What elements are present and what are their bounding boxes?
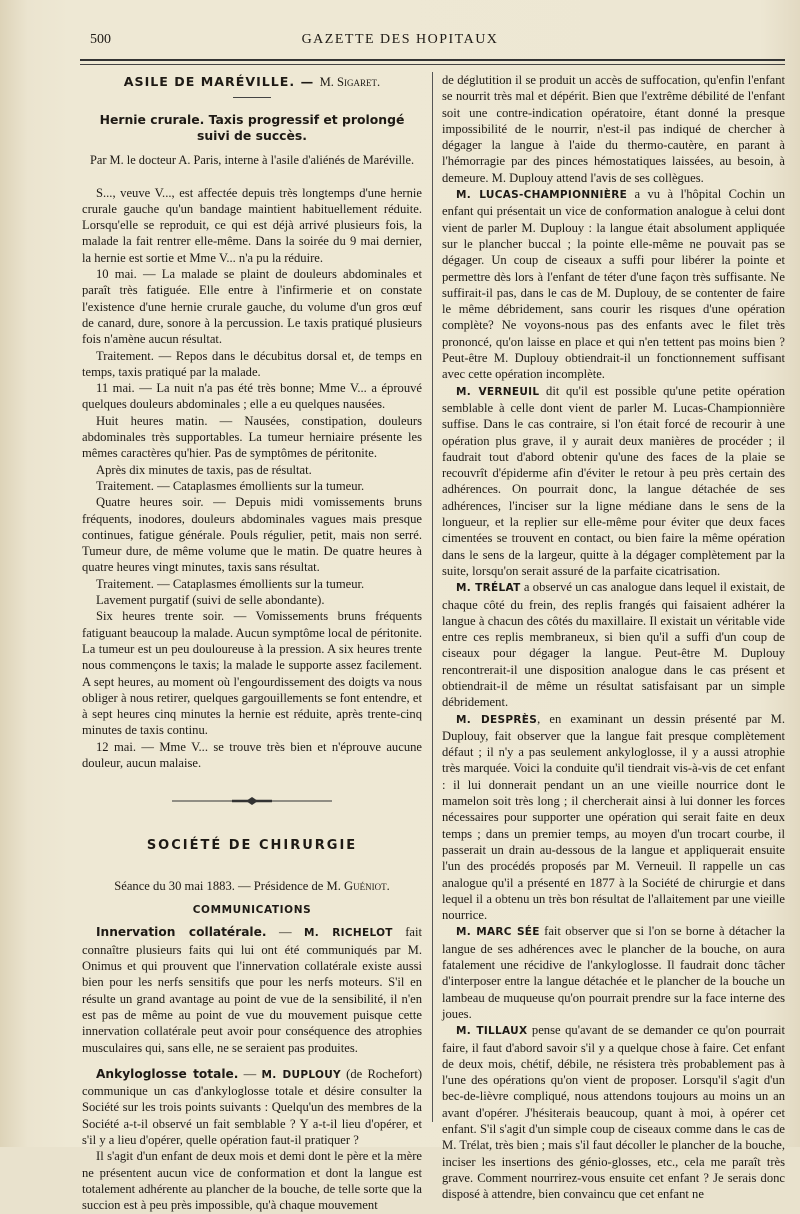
intervention-paragraph — [442, 923, 785, 1022]
section-title-text: ASILE DE MARÉVILLE. — [123, 74, 296, 89]
intervention-text: a observé un cas analogue dans lequel il existait, de chaque côté du frein, des replis frangés qui faisaient adhérer la langue à chacun des côtés du maxillaire. Il existait un véritable vide entre ces replis membraneux, si bien qu'il a suffi d'un coup de ciseaux pour dégager la langue. Peut-être M. Duplouy rencontrerait-il une disposition analogue dans le cas présent et obtiendrait-il de même un résultat satisfaisant par un simple débridement. — [442, 580, 785, 710]
case-paragraph: 11 mai. — La nuit n'a pas été très bonne; Mme V... a éprouvé quelques douleurs abdominales ; elle a eu quelques nausées. — [82, 381, 422, 412]
speaker-name: M. TILLAUX — [456, 1025, 528, 1038]
innervation-speaker: M. RICHELOT — [304, 927, 393, 940]
case-paragraph: Huit heures matin. — Nausées, constipation, douleurs abdominales très supportables. La tumeur herniaire présente les mêmes caractères qu'hier. Pas de symptômes de péritonite. — [82, 413, 422, 461]
article-title: Hernie crurale. Taxis progressif et prolongé suivi de succès. — [99, 112, 405, 144]
innervation-lead: Innervation collatérale. — [96, 925, 267, 940]
intervention-text: , en examinant un dessin présenté par M. Duplouy, fait observer que la langue fait presque complètement défaut ; il n'y a pas seulement ankyloglosse, il y a aussi atrophie très marquée. Voici la conduite qu'il tiendrait vis-à-vis de cet enfant : il lui donnerait pendant un an une vieille nourrice dont le mamelon soit très long ; il chercherait ainsi à lui donner les forces nécessaires pour supporter une opération qui serait faite en deux temps ; dans un premier temps, au moyen d'un trocart courbe, il passerait un drain au-dessous de la langue et appliquerait ensuite l'un des procédés proposés par M. Verneuil. Il rappelle un cas analogue qu'il a présenté en 1877 à la Société de chirurgie et dans lequel il a obtenu un très bon résultat de l'allaitement par une vieille nourrice. — [442, 711, 785, 923]
section-author: M. Sigaret. — [319, 75, 381, 89]
society-title: SOCIÉTÉ DE CHIRURGIE — [146, 837, 358, 853]
header-rule — [80, 59, 785, 61]
intervention-text: a vu à l'hôpital Cochin un enfant qui présentait un vice de conformation analogue à celui dont vient de parler M. Duplouy : la langue était absolument appliquée sur le plancher buccal ; la pointe elle-même ne pouvait pas se dégager. Un coup de ciseaux a suffi pour libérer la pointe et permettre dès lors à l'enfant de téter d'une façon très suffisante. Ne suffirait-il pas, dans le cas de M. Duplouy, de se contenter de faire le même débridement, sans courir les risques d'une opération complète? Ne voyons-nous pas des enfants avec le filet très prononcé, qu'on laisse en place et qui n'en tettent pas moins bien ? Peut-être M. Duplouy obtiendrait-il un fonctionnement suffisant avec cette opération incomplète. — [442, 187, 785, 382]
intervention-paragraph — [442, 579, 785, 710]
right-column — [442, 72, 785, 1202]
intervention-text: dit qu'il est possible qu'une petite opération semblable à celle dont vient de parler M. Lucas-Championnière suffise. Dans le cas contraire, si l'on était forcé de recourir à une opération plus grave, il y aurait deux manières de procéder ; il faudrait tout d'abord obtenir qu'une des faces de la plaie se recouvrît d'épiderme afin d'éviter le retour à peu près certain des adhérences. On pourrait donc, la langue détachée de ses adhérences, l'inciser sur la ligne médiane dans le sens de la longueur, et la replier sur elle-même pour éviter que deux faces cimentées se trouvent en contact, ou bien faire la même opération dans le sens de la largeur, quitte à la dégager complètement par la suite, lorsqu'on serait assuré de la parfaite cicatrisation. — [442, 383, 785, 578]
ankylo-paragraph-2: Il s'agit d'un enfant de deux mois et demi dont le père et la mère ne présentent aucun vice de conformation et dont la langue est totalement adhérente au plancher de la bouche, de telle sorte que la succion est à peu près impossible, qu'à chaque mouvement — [82, 1149, 422, 1213]
section-title — [82, 74, 422, 90]
intervention-text: pense qu'avant de se demander ce qu'on pourrait faire, il faut d'abord savoir s'il y a quelque chose à faire. Cet enfant de deux mois, chétif, débile, ne résistera très probablement pas à l'une des opérations qu'on vient de proposer. Lorsqu'il s'agit d'un bec-de-lièvre compliqué, nous attendons toujours au moins un an avant d'opérer. J'hésiterais beaucoup, quant à moi, à opérer cet enfant. S'il s'agit d'un simple coup de ciseaux comme dans le cas de M. Trélat, très bien ; mais s'il faut décoller le plancher de la bouche, inciser les insertions des génio-glosses, etc., cela me paraît très grave. Comment nourrirez-vous ensuite cet enfant ? Je serais donc disposé à attendre, bien convaincu que cet enfant ne — [442, 1023, 785, 1202]
case-paragraph: Six heures trente soir. — Vomissements bruns fréquents fatiguant beaucoup la malade. Aucun symptôme local de péritonite. La tumeur est un peu douloureuse à la pression. A six heures trente nous commençons le taxis; la malade le supporte assez facilement. A sept heures, au moment où l'engourdissement des doigts va nous obliger à nous retirer, quelques gargouillements se font entendre, et à sept heures cinq minutes la hernie est réduite, après trente-cinq minutes de taxis continu. — [82, 609, 422, 738]
communications-heading: COMMUNICATIONS — [192, 904, 312, 917]
case-paragraph: S..., veuve V..., est affectée depuis très longtemps d'une hernie crurale gauche qu'un bandage maintient habituellement réduite. Lorsqu'elle se reproduit, ce qui est déjà arrivé plusieurs fois, la malade la fait rentrer elle-même. Dans la soirée du 9 mai dernier, la hernie est sortie et Mme V... n'a pu la réduire. — [82, 185, 422, 265]
page-number: 500 — [90, 32, 111, 47]
running-title: GAZETTE DES HOPITAUX — [301, 32, 499, 47]
ankylo-dash: — — [238, 1066, 262, 1081]
case-paragraph: Quatre heures soir. — Depuis midi vomissements bruns fréquents, inodores, douleurs abdominales vagues mais presque continues, fatigue générale. Pouls régulier, petit, mais non serré. Tumeur dure, de même volume que le matin. De quatre heures à quatre heures vingt minutes, taxis sans résultat. — [82, 495, 422, 575]
intervention-paragraph — [442, 1022, 785, 1202]
innervation-paragraph — [82, 924, 422, 1055]
case-paragraph: Traitement. — Cataplasmes émollients sur la tumeur. — [96, 478, 365, 493]
speaker-name: M. DESPRÈS — [456, 713, 538, 726]
speaker-name: M. TRÉLAT — [456, 582, 521, 595]
header-rule-thin — [80, 64, 785, 65]
seance-line — [82, 878, 422, 894]
continuation-paragraph: de déglutition il se produit un accès de suffocation, qu'enfin l'enfant se nourrit très mal et dépérit. Bien que l'extrême débilité de l'enfant soit une contre-indication opératoire, étant donné la presque impossibilité de le nourrir, n'est-il pas indiqué de chercher à dégager la langue à l'aide du thermo-cautère, en parant à l'hémorragie par des pinces hémostatiques laissées, au besoin, à demeure. M. Duplouy attend l'avis de ses collègues. — [442, 73, 785, 185]
column-divider — [432, 72, 433, 1122]
article-byline: Par M. le docteur A. Paris, interne à l'asile d'aliénés de Maréville. — [89, 153, 415, 168]
case-paragraph: Après dix minutes de taxis, pas de résultat. — [96, 462, 312, 477]
case-paragraph: 12 mai. — Mme V... se trouve très bien et n'éprouve aucune douleur, aucun malaise. — [82, 739, 422, 770]
intervention-text: fait observer que si l'on se borne à détacher la langue de ses adhérences avec le plancher de la bouche, on aura fatalement une récidive de l'ankyloglosse. Il faudrait donc tâcher d'interposer entre la langue détachée et le plancher de la bouche un lambeau de muqueuse qu'on pourrait prendre sur la face interne des joues. — [442, 924, 785, 1021]
speaker-name: M. MARC SÉE — [456, 926, 540, 939]
case-paragraph: Traitement. — Cataplasmes émollients sur la tumeur. — [96, 576, 365, 591]
seance-president: Guéniot. — [344, 878, 390, 893]
ankylo-text: (de Rochefort) communique un cas d'ankyloglosse totale et désire consulter la Société sur les trois points suivants : Quelqu'un des membres de la Société a-t-il observé un fait semblable ? Y a-t-il lieu d'opérer, et s'il y a lieu d'opérer, quelle opération faut-il pratiquer ? — [82, 1066, 423, 1148]
ornament-divider — [82, 793, 422, 809]
ankylo-paragraph — [82, 1066, 422, 1148]
seance-text: Séance du 30 mai 1883. — Présidence de M. — [114, 878, 345, 893]
innervation-text: fait connaître plusieurs faits qui lui ont été communiqués par M. Onimus et qui prouvent que l'innervation collatérale existe aussi bien pour les nerfs sensitifs que pour les nerfs moteurs. S'il en résulte un grand avantage au point de vue de la sensibilité, il n'en est pas de même au point de vue du mouvement puisque cette innervation collatérale peut avoir pour conséquence des atrophies musculaires qui, sans elle, ne se seraient pas produites. — [82, 925, 422, 1055]
short-rule — [233, 97, 271, 98]
ankylo-lead: Ankyloglosse totale. — [96, 1066, 239, 1081]
intervention-paragraph — [442, 383, 785, 580]
intervention-paragraph — [442, 711, 785, 924]
ankylo-speaker: M. DUPLOUY — [261, 1068, 341, 1081]
case-paragraph: Traitement. — Repos dans le décubitus dorsal et, de temps en temps, taxis pratiqué par la malade. — [82, 348, 422, 379]
speaker-name: M. LUCAS-CHAMPIONNIÈRE — [456, 189, 628, 202]
case-paragraph: Lavement purgatif (suivi de selle abondante). — [96, 593, 325, 608]
left-column — [82, 72, 422, 1214]
case-paragraph: 10 mai. — La malade se plaint de douleurs abdominales et paraît très fatiguée. Elle entre à l'infirmerie et on constate l'existence d'une hernie crurale gauche, du volume d'un gros œuf de canard, dure, sonore à la percussion. Le taxis pratiqué plusieurs fois n'amène aucun résultat. — [82, 267, 422, 347]
spacer — [82, 1056, 422, 1066]
section-title-sep: — — [295, 74, 320, 89]
speaker-name: M. VERNEUIL — [456, 385, 540, 398]
intervention-paragraph — [442, 186, 785, 383]
innervation-dash: — — [266, 925, 304, 940]
ornament-divider-icon — [172, 797, 332, 805]
